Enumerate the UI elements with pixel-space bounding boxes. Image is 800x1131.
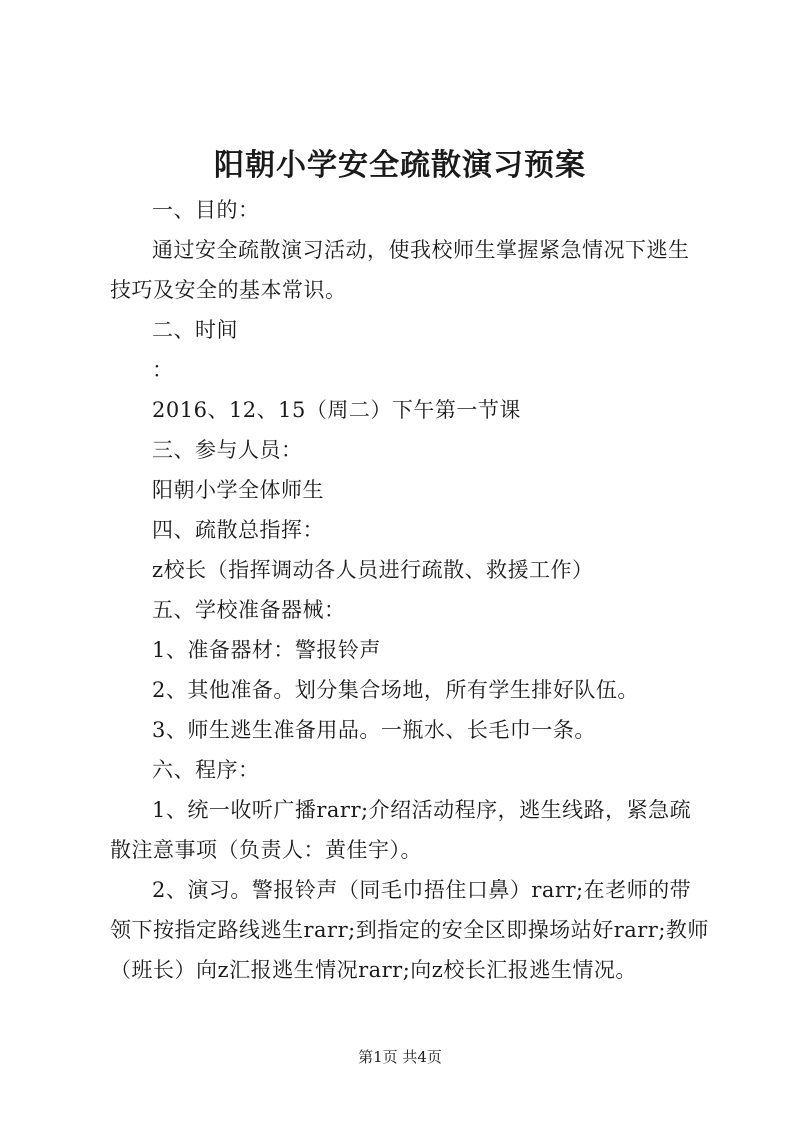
section-heading-participants: 三、参与人员：: [152, 438, 303, 462]
procedure-step-2: 2、演习。警报铃声（同毛巾捂住口鼻）rarr;在老师的带领下按指定路线逃生rarr;到指定的安全区即操场站好rarr;教师（班长）向z汇报逃生情况rarr;向z校长汇报逃生情况。: [110, 878, 709, 982]
commander-text: z校长（指挥调动各人员进行疏散、救援工作）: [152, 558, 594, 582]
section-heading-commander: 四、疏散总指挥：: [152, 518, 324, 542]
section-heading-purpose: 一、目的：: [152, 198, 260, 222]
equipment-item-1: 1、准备器材：警报铃声: [152, 638, 381, 662]
participants-text: 阳朝小学全体师生: [152, 478, 324, 502]
equipment-item-2: 2、其他准备。划分集合场地，所有学生排好队伍。: [152, 678, 639, 702]
page-footer: 第1页 共4页: [358, 1048, 442, 1066]
section-heading-procedure: 六、程序：: [152, 758, 260, 782]
procedure-step-1: 1、统一收听广播rarr;介绍活动程序，逃生线路，紧急疏散注意事项（负责人：黄佳宇）。: [110, 798, 692, 862]
time-text: 2016、12、15（周二）下午第一节课: [152, 398, 521, 422]
equipment-item-3: 3、师生逃生准备用品。一瓶水、长毛巾一条。: [152, 718, 596, 742]
document-title: 阳朝小学安全疏散演习预案: [214, 148, 586, 183]
purpose-text: 通过安全疏散演习活动，使我校师生掌握紧急情况下逃生技巧及安全的基本常识。: [110, 238, 690, 302]
section-heading-equipment: 五、学校准备器械：: [152, 598, 346, 622]
section-heading-time: 二、时间: [152, 318, 238, 342]
time-colon: ：: [152, 358, 174, 382]
